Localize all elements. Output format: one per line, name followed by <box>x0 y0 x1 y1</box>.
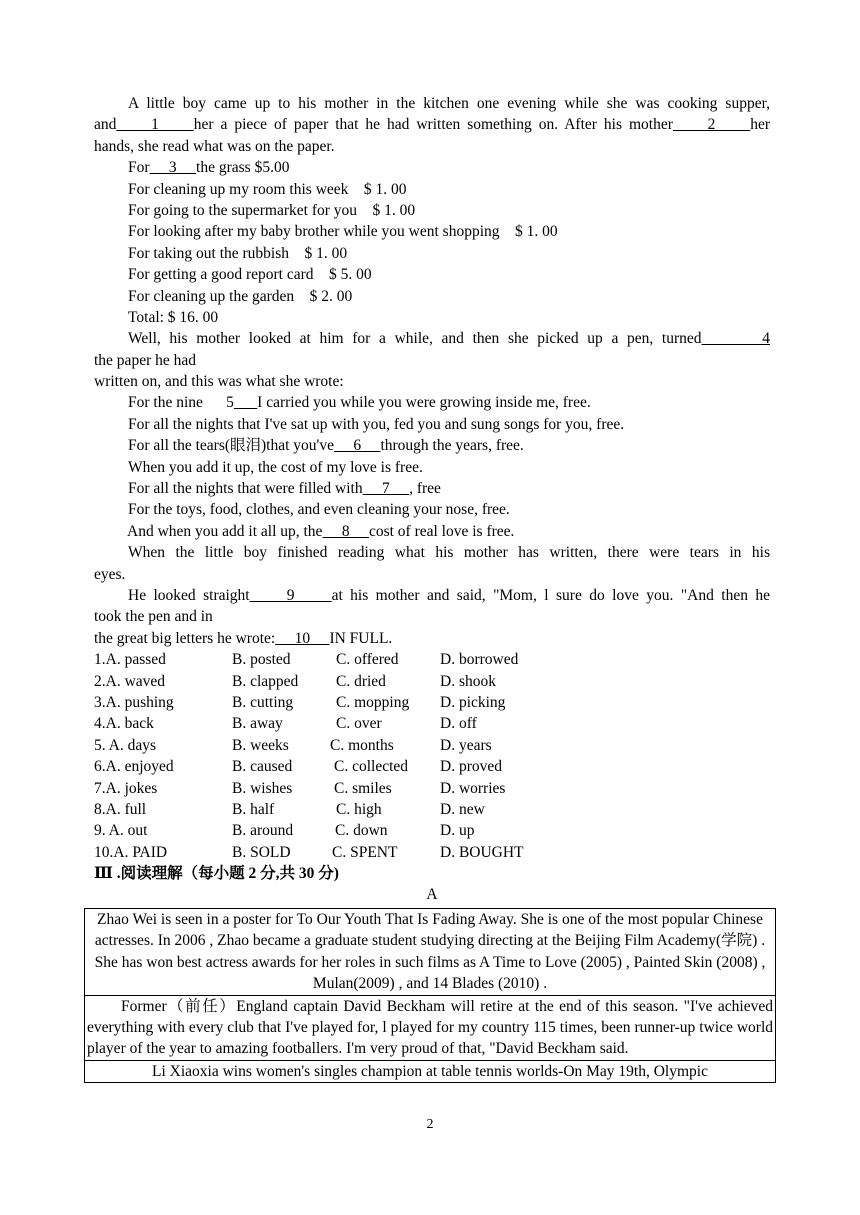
option-row <box>94 649 770 670</box>
option-b[interactable]: B. posted <box>232 651 291 669</box>
passage-line: For 3 the grass $5.00 <box>128 159 290 177</box>
option-d[interactable]: D. proved <box>440 758 502 776</box>
option-b[interactable]: B. away <box>232 715 283 733</box>
option-c[interactable]: C. mopping <box>336 693 410 711</box>
option-d[interactable]: D. BOUGHT <box>440 843 524 861</box>
option-c[interactable]: C. dried <box>336 672 386 690</box>
reading-label: A <box>426 886 438 904</box>
passage-line: For the nine 5 I carried you while you were growing inside me, free. <box>128 394 591 412</box>
option-row <box>94 820 770 841</box>
passage-line: eyes. <box>94 565 126 583</box>
option-b[interactable]: B. caused <box>232 758 293 776</box>
passage-line: A little boy came up to his mother in the kitchen one evening while she was cooking supper, <box>128 95 770 112</box>
passage-line: written on, and this was what she wrote: <box>94 373 344 391</box>
blank-4[interactable]: 4 <box>701 330 771 348</box>
reading-table <box>84 908 776 1083</box>
option-a[interactable]: 7.A. jokes <box>94 779 158 797</box>
passage-line: He looked straight 9 at his mother and said, "Mom, l sure do love you. "And then he <box>128 586 770 604</box>
option-d[interactable]: D. borrowed <box>440 651 519 669</box>
blank-1[interactable]: 1 <box>116 116 194 134</box>
bill-line: For going to the supermarket for you $ 1. 00 <box>128 201 416 219</box>
option-row <box>94 692 770 713</box>
option-row <box>94 756 770 777</box>
section-title: Ⅲ .阅读理解（每小题 2 分,共 30 分) <box>94 865 339 883</box>
bill-line: For looking after my baby brother while you went shopping $ 1. 00 <box>128 223 558 241</box>
blank-3[interactable]: 3 <box>149 159 197 177</box>
option-a[interactable]: 2.A. waved <box>94 672 166 690</box>
passage-line: And when you add it all up, the 8 cost of real love is free. <box>127 522 515 540</box>
option-d[interactable]: D. shook <box>440 672 496 690</box>
bill-total: Total: $ 16. 00 <box>128 308 219 326</box>
blank-6[interactable]: 6 <box>333 437 381 455</box>
options-list <box>94 649 770 863</box>
passage-line: For all the nights that I've sat up with you, fed you and sung songs for you, free. <box>128 415 625 433</box>
passage-line: the great big letters he wrote: 10 IN FULL. <box>94 629 393 647</box>
option-d[interactable]: D. worries <box>440 779 506 797</box>
option-c[interactable]: C. down <box>335 822 388 840</box>
option-a[interactable]: 6.A. enjoyed <box>94 758 174 776</box>
option-a[interactable]: 9. A. out <box>94 822 148 840</box>
blank-8[interactable]: 8 <box>322 522 369 540</box>
option-a[interactable]: 3.A. pushing <box>94 693 174 711</box>
option-a[interactable]: 4.A. back <box>94 715 154 733</box>
option-row <box>94 713 770 734</box>
option-row <box>94 671 770 692</box>
blank-9[interactable]: 9 <box>249 586 332 604</box>
option-row <box>94 778 770 799</box>
passage-line: For all the nights that were filled with 7 , free <box>128 480 441 498</box>
option-a[interactable]: 1.A. passed <box>94 651 166 669</box>
option-c[interactable]: C. offered <box>336 651 399 669</box>
cloze-passage <box>94 93 770 906</box>
option-d[interactable]: D. up <box>440 822 475 840</box>
option-b[interactable]: B. clapped <box>232 672 299 690</box>
blank-5[interactable] <box>234 394 257 411</box>
option-c[interactable]: C. collected <box>334 758 409 776</box>
option-c[interactable]: C. smiles <box>334 779 392 797</box>
option-b[interactable]: B. SOLD <box>232 843 291 861</box>
page-number: 2 <box>426 1117 434 1132</box>
bill-line: For cleaning up my room this week $ 1. 00 <box>128 180 407 198</box>
option-a[interactable]: 8.A. full <box>94 800 147 818</box>
option-c[interactable]: C. months <box>330 736 394 754</box>
passage-line: and 1 her a piece of paper that he had written something on. After his mother 2 her <box>94 116 770 134</box>
option-b[interactable]: B. cutting <box>232 693 294 711</box>
table-row <box>85 995 776 1060</box>
option-b[interactable]: B. half <box>232 800 275 818</box>
option-row <box>94 799 770 820</box>
blank-7[interactable]: 7 <box>362 480 410 498</box>
table-row <box>85 1060 776 1082</box>
passage-line: When the little boy finished reading what his mother has written, there were tears in his <box>128 544 770 562</box>
option-b[interactable]: B. around <box>232 822 294 840</box>
bill-line: For cleaning up the garden $ 2. 00 <box>128 287 353 305</box>
option-a[interactable]: 10.A. PAID <box>94 843 168 861</box>
passage-line: When you add it up, the cost of my love is free. <box>128 458 423 476</box>
option-d[interactable]: D. off <box>440 715 477 733</box>
option-a[interactable]: 5. A. days <box>94 736 156 754</box>
option-row <box>94 842 770 863</box>
passage-line: the paper he had <box>94 351 196 369</box>
passage-line: Well, his mother looked at him for a while, and then she picked up a pen, turned 4 <box>128 330 771 348</box>
bill-line: For taking out the rubbish $ 1. 00 <box>128 244 348 262</box>
passage-line: hands, she read what was on the paper. <box>94 137 335 155</box>
option-c[interactable]: C. high <box>336 800 382 818</box>
option-c[interactable]: C. over <box>336 715 382 733</box>
passage-line: took the pen and in <box>94 608 213 626</box>
option-d[interactable]: D. picking <box>440 693 506 711</box>
option-b[interactable]: B. weeks <box>232 736 289 754</box>
option-c[interactable]: C. SPENT <box>332 843 398 861</box>
table-row <box>85 909 776 996</box>
passage-line: For the toys, food, clothes, and even cleaning your nose, free. <box>128 501 510 519</box>
reading-passage: Li Xiaoxia wins women's singles champion at table tennis worlds-On May 19th, Olympic <box>85 1060 776 1082</box>
blank-10[interactable]: 10 <box>275 629 330 647</box>
reading-passage: Zhao Wei is seen in a poster for To Our Youth That Is Fading Away. She is one of the most popular Chinese actresses. In 2006 , Zhao became a graduate student studying directing at the Beijing Film Academy(学院) . She has won best actress awards for her roles in such films as A Time to Love (2005) , Painted Skin (2008) , Mulan(2009) , and 14 Blades (2010) . <box>85 909 776 996</box>
option-d[interactable]: D. new <box>440 800 485 818</box>
option-b[interactable]: B. wishes <box>232 779 293 797</box>
reading-passage: Former（前任）England captain David Beckham will retire at the end of this season. "I've achieved everything with every club that I've played for, l played for my country 115 times, been runner-up twice world player of the year to amazing footballers. I'm very proud of that, "David Beckham said. <box>85 995 776 1060</box>
option-row <box>94 735 770 756</box>
option-d[interactable]: D. years <box>440 736 492 754</box>
bill-line: For getting a good report card $ 5. 00 <box>128 266 372 284</box>
passage-line: For all the tears(眼泪)that you've 6 through the years, free. <box>128 437 524 455</box>
blank-2[interactable]: 2 <box>672 116 751 134</box>
